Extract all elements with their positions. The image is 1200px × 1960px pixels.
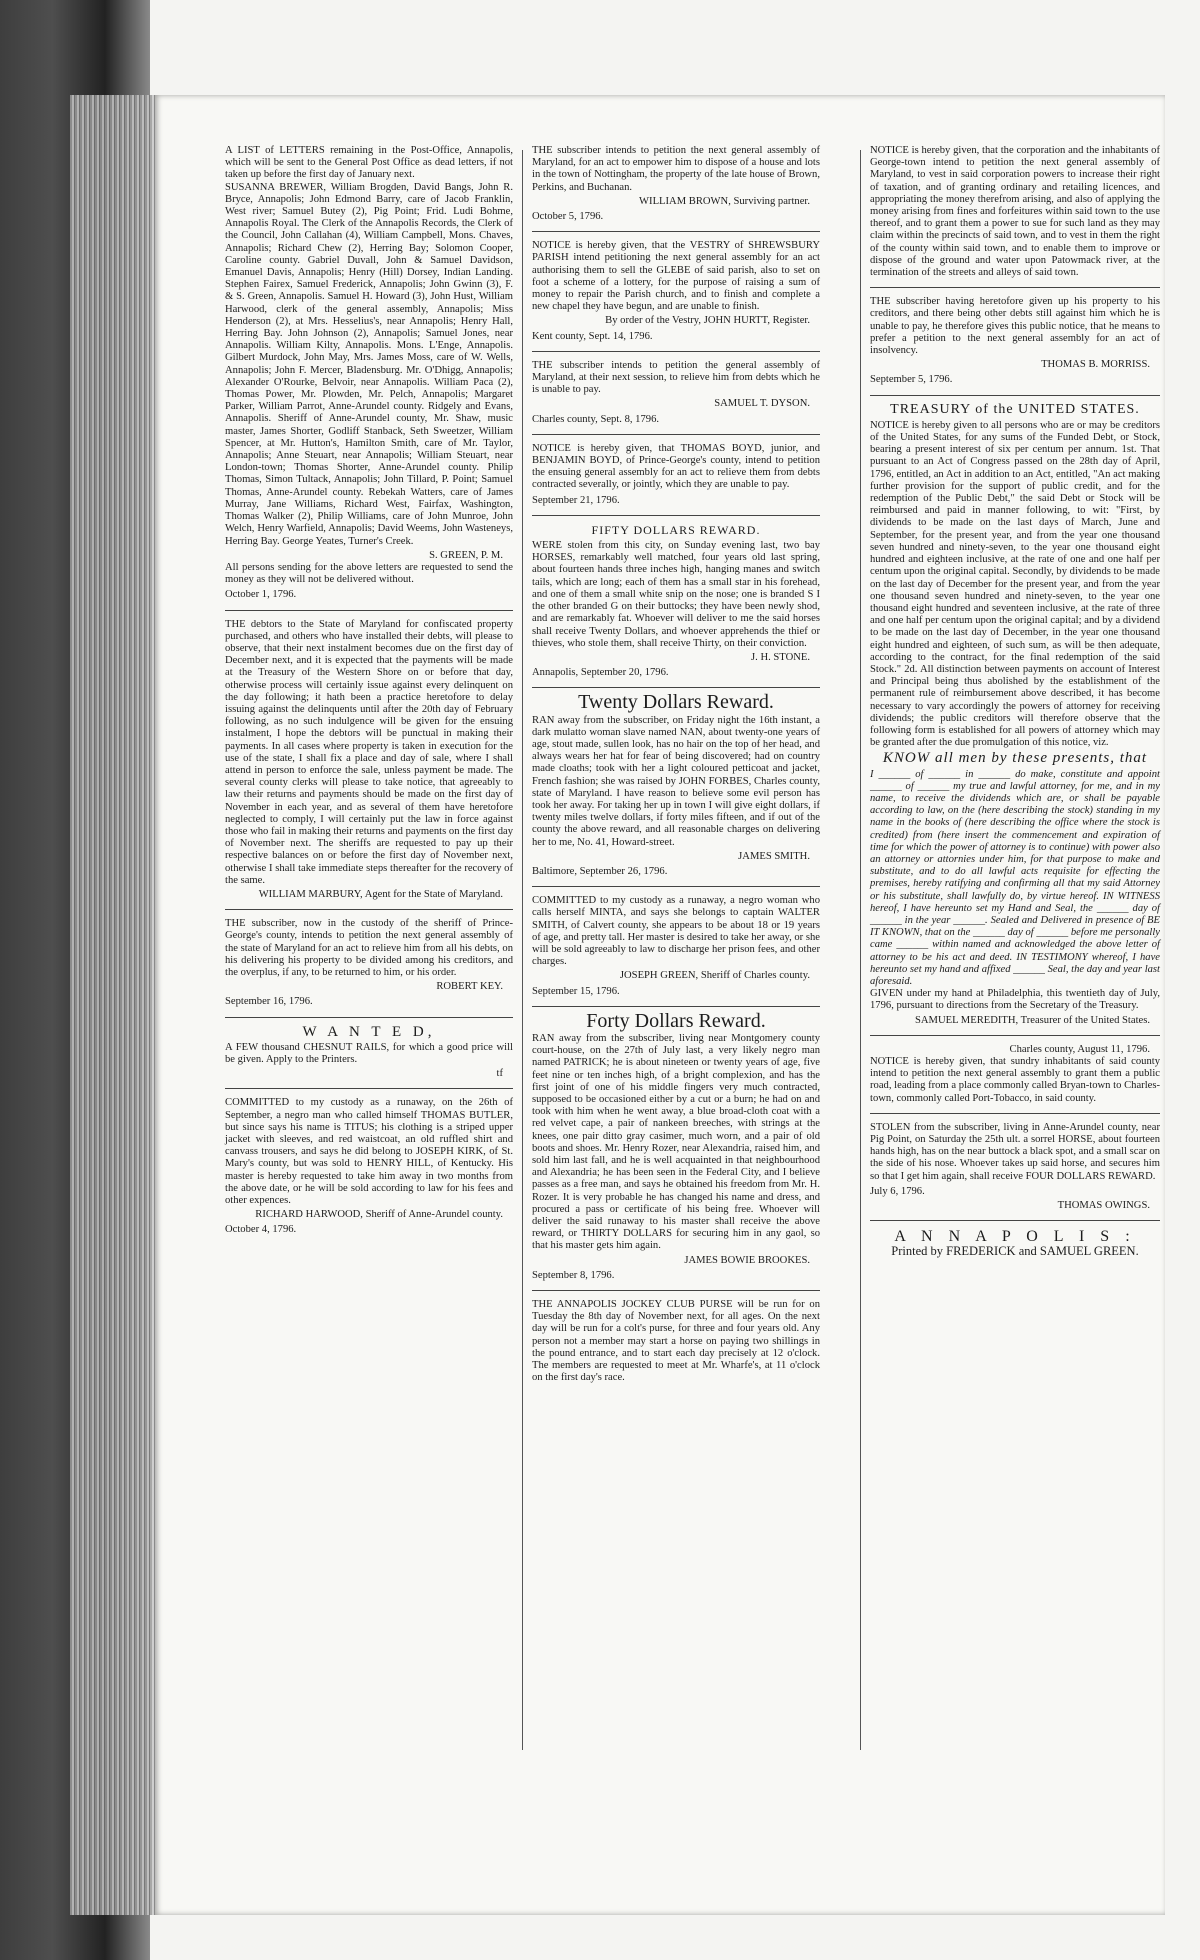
owings-text: STOLEN from the subscriber, living in Anne-Arundel county, near Pig Point, on Saturday the 25th ult. a sorrel HORSE, about fourteen hands high, has on the near buttock a black spot, and a small scar on the side of his nose. Whoever takes up said horse, and secures him so that I get him again, shall receive FOUR DOLLARS REWARD. [870,1121,1160,1182]
boyd-date: September 21, 1796. [532,494,620,506]
brown-signature: WILLIAM BROWN, Surviving partner. [639,195,810,207]
column-rule [860,150,861,1750]
divider [532,351,820,352]
divider [532,886,820,887]
power-of-attorney-form: I ______ of ______ in ______ do make, constitute and appoint ______ of ______ my true and lawful attorney, for me, and in my name, to receive the dividends which are, or shall be payable according to law, on the (here describing the stock) standing in my name in the books of (here describing the office where the stock is credited) from (here insert the commencement and expiration of time for which the power of attorney is to continue) with power also an attorney or attornies under him, for that purpose to make and substitute, and to do all lawful acts requisite for effecting the premises, hereby ratifying and confirming all that my said Attorney or his substitute, shall lawfully do, by virtue hereof. IN WITNESS hereof, I have hereunto set my Hand and Seal, the ______ day of ______ in the year ______. Sealed and Delivered in presence of BE IT KNOWN, that on the ______ day of ______ before me personally came ______ within named and acknowledged the above letter of attorney to be his act and deed. IN TESTIMONY whereof, I have hereunto set my hand and affixed ______ Seal, the day and year last aforesaid. [870,768,1160,987]
forty-signature: JAMES BOWIE BROOKES. [684,1254,810,1266]
imprint-place: A N N A P O L I S : [894,1228,1136,1246]
divider [532,1290,820,1291]
divider [870,287,1160,288]
owings-signature: THOMAS OWINGS. [1057,1200,1150,1212]
letters-signature: S. GREEN, P. M. [429,549,503,561]
owings-date: July 6, 1796. [870,1185,925,1197]
page-edges [70,95,155,1915]
divider [870,1035,1160,1036]
brown-notice [532,145,820,223]
georgetown-notice [870,145,1160,279]
debtors-signature: WILLIAM MARBURY, Agent for the State of Maryland. [258,888,503,900]
vestry-text: NOTICE is hereby given, that the VESTRY of SHREWSBURY PARISH intend petitioning the next general assembly for an act authorising them to sell the GLEBE of said parish, also to set on foot a scheme of a lottery, for the purpose of raising a sum of money to repair the Parish church, and to finish and complete a new chapel they have begun, and are unable to finish. [532,240,820,313]
dyson-date: Charles county, Sept. 8, 1796. [532,413,660,425]
wanted-text: A FEW thousand CHESNUT RAILS, for which a good price will be given. Apply to the Printers. [225,1041,513,1066]
imprint-printers: Printed by FREDERICK and SAMUEL GREEN. [891,1244,1139,1259]
key-notice [225,918,513,1008]
vestry-signature: By order of the Vestry, JOHN HURTT, Register. [605,315,810,327]
divider [225,1017,513,1018]
divider [532,1006,820,1007]
letters-list: SUSANNA BREWER, William Brogden, David Bangs, John R. Bryce, Annapolis; John Edmond Barry, care of Jacob Franklin, West river; Samuel Butey (2), Pig Point; Frid. Ludi Bohme, Annapolis Royal. The Clerk of the Annapolis Records, the Clerk of the Council, John Callahan (4), William Campbell, Mons. Chaves, Annapolis; Richard Chew (2), Herring Bay; Solomon Cooper, Caroline county. Gabriel Duvall, John & Samuel Davidson, Emanuel Davis, Annapolis; Henry (Hill) Dorsey, Indian Landing. Stephen Fairex, Samuel Frederick, Annapolis; John Gwinn (3), F. & S. Green, Annapolis. Samuel H. Howard (3), John Hust, William Harwood, clerk of the general assembly, Annapolis; Miss Henderson (2), at Mrs. Hesselius's, near Annapolis; Henry Hall, Herring Bay. John Johnson (2), Annapolis; Samuel Jones, near Annapolis. William Kilty, Annapolis. Mons. L'Enge, Annapolis. Gilbert Murdock, John May, Mrs. James Moss, care of W. Wells, Annapolis; John F. Mercer, Bladensburg. Mr. O'Dhigg, Annapolis; Alexander O'Rourke, Belvoir, near Annapolis. William Paca (2), Thomas Power, Mr. Plowden, Mr. Pelch, Annapolis; Margaret Parker, William Parrot, Anne-Arundel county. Ridgely and Evans, Annapolis. Sheriff of Anne-Arundel county, Mr. Shaw, music master, James Shorter, Godliff Stanback, Seth Sweetzer, William Spencer, at Mr. Hutton's, Hamilton Smith, care of Mr. Taylor, Annapolis; Anne Steuart, near Annapolis; William Steuart, near London-town; Thomas Shorter, Anne-Arundel county. Philip Thomas, Simon Tultack, Annapolis; John Tillard, P. Point; Samuel Thomas, Anne-Arundel county. Rebekah Watters, care of James Murray, Jane Williams, Richard West, Fairfax, Washington, Thomas Walker (2), Philip Williams, care of John Munroe, John Welch, Henry Warfield, Annapolis; David Weems, John Wasteneys, Herring Bay. George Yeates, Turner's Creek. [225,181,513,547]
fifty-text: WERE stolen from this city, on Sunday evening last, two bay HORSES, remarkably well matched, four years old last spring, about fourteen hands three inches high, hanging manes and switch tails, which are long; each of them has a small star in his forehead, and one of them a small white snip on the nose; one is branded S I the other branded G on their buttocks; they have been newly shod, and are remarkably fat. Whoever will deliver to me the said horses shall receive Twenty Dollars, and whoever apprehends the thief or thieves, who stole them, shall receive Thirty, on their conviction. [532,540,820,649]
letters-date: October 1, 1796. [225,589,297,601]
boyd-text: NOTICE is hereby given, that THOMAS BOYD, junior, and BENJAMIN BOYD, of Prince-George's county, intend to petition the ensuing general assembly for an act to relieve them from debts contracted severally, or jointly, which they are unable to pay. [532,442,820,491]
divider [532,687,820,688]
dyson-text: THE subscriber intends to petition the general assembly of Maryland, at their next session, to relieve him from debts which he is unable to pay. [532,359,820,396]
butler-text: COMMITTED to my custody as a runaway, on the 26th of September, a negro man who called himself THOMAS BUTLER, but since says his name is TITUS; his clothing is a striped upper jacket with sleeves, and red waistcoat, an old ruffled shirt and canvass trousers, and says he did belong to JOSEPH KIRK, of St. Mary's county, but was sold to HENRY HILL, of Kentucky. His master is hereby requested to take him away in two months from the above date, or he will be sold according to law for his fees and other expences. [225,1097,513,1207]
morriss-notice [870,296,1160,386]
charles-county-notice [870,1044,1160,1105]
jockey-text: THE ANNAPOLIS JOCKEY CLUB PURSE will be run for on Tuesday the 8th day of November next, for all ages. On the next day will be run for a colt's purse, for three and four years old. Any person not a member may start a horse on paying two shillings in the pound entrance, and to start each day precisely at 12 o'clock. The members are requested to meet at Mr. Wharfe's, at 11 o'clock on the first day's race. [532,1299,820,1384]
debtors-notice [225,619,513,902]
fifty-dollars-notice [532,524,820,679]
twenty-date: Baltimore, September 26, 1796. [532,865,668,877]
forty-dollars-notice [532,1009,820,1282]
wanted-notice [225,1023,513,1081]
column-2 [532,145,820,1392]
divider [225,1088,513,1089]
divider [225,909,513,910]
wanted-heading: W A N T E D, [302,1023,436,1040]
column-3 [870,145,1160,1258]
owings-notice [870,1122,1160,1212]
minta-date: September 15, 1796. [532,985,620,997]
dyson-signature: SAMUEL T. DYSON. [714,398,810,410]
meredith-text: GIVEN under my hand at Philadelphia, this twentieth day of July, 1796, pursuant to directions from the Secretary of the Treasury. [870,988,1160,1012]
divider [870,1220,1160,1221]
dyson-notice [532,360,820,426]
forty-heading: Forty Dollars Reward. [586,1009,766,1032]
column-rule [522,150,523,1750]
know-heading: KNOW all men by these presents, that [882,750,1148,767]
fifty-signature: J. H. STONE. [751,651,810,663]
morriss-text: THE subscriber having heretofore given up his property to his creditors, and there being other debts still against him which he is unable to pay, he therefore gives this public notice, that he means to prefer a petition to the next general assembly for an act of insolvency. [870,296,1160,357]
vestry-notice [532,240,820,343]
charles-text: NOTICE is hereby given, that sundry inhabitants of said county intend to petition the next general assembly to grant them a public road, leading from a place commonly called Bryan-town to Charles-town, commonly called Port-Tobacco, in said county. [870,1056,1160,1104]
debtors-text: THE debtors to the State of Maryland for confiscated property purchased, and others who have installed their debts, will please to observe, that their next instalment becomes due on the first day of December next, and it is expected that the payments will be made at the Treasury of the Western Shore on or before that day, otherwise process will certainly issue against every delinquent on the day following; it hath been a practice heretofore to delay issuing against the delinquents until after the 20th day of February following, as no such indulgence will be given for the ensuing instalment, I hope the debtors will be punctual in making their payments. In all cases where property is taken in execution for the use of the state, I shall fix a place and day of sale, where I shall attend in person to enforce the sale, unless payment be made. The several county clerks will please to take notice, that agreeably to law their returns and payments should be made on the first day of November in each year, and as several of them have heretofore neglected to comply, I will certainly put the law in force against those who fail in making their returns and payments on the first day of November next. The sheriffs are requested to pay up their respective balances on or before the first day of November next, otherwise I shall take immediate steps thereafter for the recovery of the same. [225,618,513,886]
forty-date: September 8, 1796. [532,1269,615,1281]
vestry-date: Kent county, Sept. 14, 1796. [532,330,653,342]
divider [532,434,820,435]
forty-text: RAN away from the subscriber, living near Montgomery county court-house, on the 27th of July last, a very likely negro man named PATRICK; he is about nineteen or twenty years of age, five feet nine or ten inches high, of a bright complexion, and has the first joint of one of his middle fingers very much contracted, supposed to be occasioned either by a cut or a burn; he had on and took with him when he went away, a blue broad-cloth coat with a red velvet cape, a pair of nankeen breeches, with strings at the knees, one pair ditto gray casimer, much worn, and a pair of old boots and shoes. Mr. Henry Rozer, near Alexandria, raised him, and sold him last fall, and he is well acquainted in that neighbourhood and Alexandria; he has been seen in the Federal City, and I believe passes as a free man, and says he obtained his freedom from Mr. H. Rozer. It is very probable he has changed his name and dress, and procured a pass or certificate of his being free. Whoever will deliver the said runaway to his master shall receive the above reward, or THIRTY DOLLARS for securing him in any gaol, so that his master gets him again. [532,1032,820,1252]
butler-date: October 4, 1796. [225,1224,297,1236]
divider [532,231,820,232]
treasury-notice [870,401,1160,1027]
fifty-date: Annapolis, September 20, 1796. [532,667,669,679]
divider [870,395,1160,396]
divider [870,1113,1160,1114]
twenty-signature: JAMES SMITH. [738,850,810,862]
letters-intro: A LIST of LETTERS remaining in the Post-Office, Annapolis, which will be sent to the General Post Office as dead letters, if not taken up before the first day of January next. [225,145,513,181]
key-date: September 16, 1796. [225,996,313,1008]
column-1 [225,145,513,1245]
fifty-heading: FIFTY DOLLARS REWARD. [591,522,761,537]
boyd-notice [532,443,820,507]
meredith-signature: SAMUEL MEREDITH, Treasurer of the United States. [915,1014,1150,1026]
brown-date: October 5, 1796. [532,211,604,223]
butler-notice [225,1097,513,1236]
treasury-text: NOTICE is hereby given to all persons who are or may be creditors of the United States, for any sums of the Funded Debt, or Stock, bearing a present interest of six per centum per annum. 1st. That pursuant to an Act of Congress passed on the 28th day of April, 1796, entitled, an Act in addition to an Act, entitled, "An act making further provision for the support of public credit, and for the redemption of the Public Debt," the said Debt or Stock will be reimbursed and paid in manner following, to wit: "First, by dividends to be made on the last days of March, June and September, for the present year, and from the year one thousand seven hundred and ninety-seven, to the year one thousand eight hundred and eighteen inclusive, at the rate of one and one half per centum upon the original capital. Secondly, by dividends to be made on the last day of December for the present year, and from the year one thousand seven hundred and ninety-seven, to the year one thousand eight hundred and seventeen inclusive, at the rate of three and one half per centum upon the original capital; and by a dividend to be made on the last day of December, in the year one thousand eight hundred and eighteen, of such sum, as will be then adequate, according to the contract, for the final redemption of the said Stock." 2d. All distinction between payments on account of Interest and Principal being thus abolished by the establishment of the permanent rule of reimbursement above described, it has become necessary to vary accordingly the powers of attorney for receiving dividends; the public creditors will therefore observe that the following form is established for all powers of attorney which may be granted after the due promulgation of this notice, viz. [870,419,1160,749]
key-text: THE subscriber, now in the custody of the sheriff of Prince-George's county, intends to petition the next general assembly of the state of Maryland for an act to relieve him from all his debts, on his delivering his property to be divided among his creditors, and the overplus, if any, to be returned to him, or his order. [225,918,513,978]
letters-note: All persons sending for the above letters are requested to send the money as they will not be delivered without. [225,561,513,586]
divider [532,515,820,516]
wanted-tf: tf [496,1068,503,1080]
minta-notice [532,895,820,998]
charles-date: Charles county, August 11, 1796. [1009,1043,1150,1055]
treasury-heading: TREASURY of the UNITED STATES. [890,401,1140,417]
georgetown-text: NOTICE is hereby given, that the corporation and the inhabitants of George-town intend to petition the next general assembly of Maryland, to vest in said corporation powers to increase their right of taxation, and of granting ordinary and retailing licences, and appropriating the money therefrom arising, and also of applying the money arising from fines and forfeitures within said town to the use thereof, and to grant them a power to sue for such land as they may claim within the precincts of said town, and to vest in them the right of the county within said town, and to enable them to improve or dispose of the ground and water upon Patowmack river, at the termination of the streets and alleys of said town. [870,145,1160,279]
twenty-heading: Twenty Dollars Reward. [578,691,774,714]
brown-text: THE subscriber intends to petition the next general assembly of Maryland, for an act to empower him to dispose of a house and lots in the town of Nottingham, the property of the late house of Brown, Perkins, and Buchanan. [532,145,820,193]
minta-signature: JOSEPH GREEN, Sheriff of Charles county. [619,970,810,982]
twenty-text: RAN away from the subscriber, on Friday night the 16th instant, a dark mulatto woman slave named NAN, about twenty-one years of age, stout made, sullen look, has no hair on the top of her head, and always wears her hat for fear of being discovered; had on country made cloaths; took with her a light coloured petticoat and jacket, French fashion; she was raised by JOHN FORBES, Charles county, state of Maryland. I have reason to believe some evil person has took her away. For taking her up in town I will give eight dollars, if twenty miles twelve dollars, if forty miles fifteen, and if out of the county the above reward, and all reasonable charges on delivering her to me, No. 41, Howard-street. [532,714,820,848]
divider [225,610,513,611]
morriss-signature: THOMAS B. MORRISS. [1041,359,1150,371]
jockey-club-notice [532,1299,820,1384]
key-signature: ROBERT KEY. [436,981,503,993]
butler-signature: RICHARD HARWOOD, Sheriff of Anne-Arundel county. [255,1209,503,1221]
twenty-dollars-notice [532,691,820,878]
minta-text: COMMITTED to my custody as a runaway, a negro woman who calls herself MINTA, and says she belongs to captain WALTER SMITH, of Calvert county, she appears to be about 18 or 19 years of age, and pretty tall. Her master is desired to take her away, or she will be sold agreeably to law to discharge her prison fees, and other charges. [532,895,820,968]
morriss-date: September 5, 1796. [870,374,953,386]
letters-notice [225,145,513,602]
